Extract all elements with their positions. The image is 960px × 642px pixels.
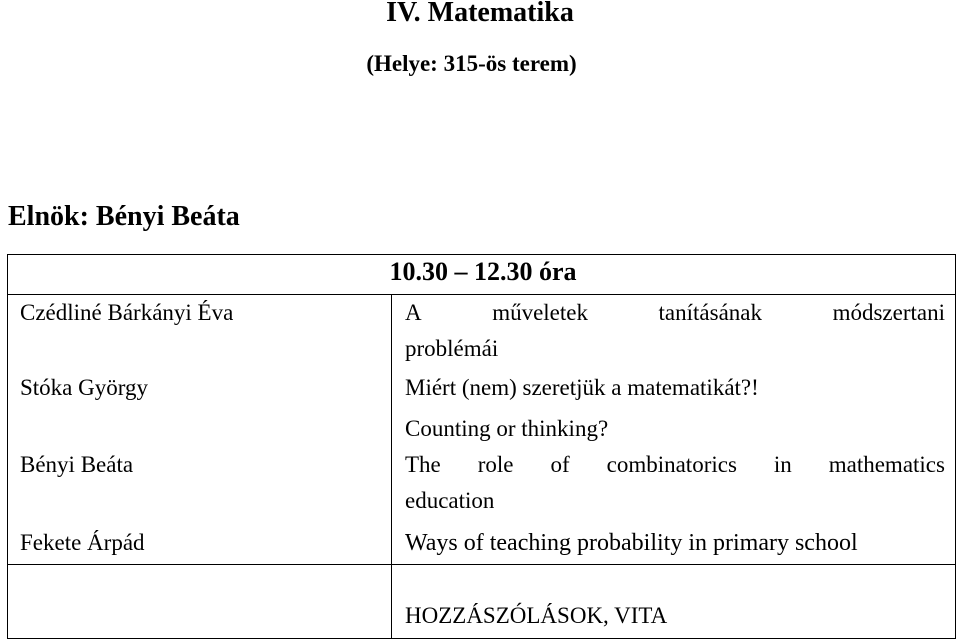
talk-title-word: The: [405, 452, 441, 477]
talk-title-word: in: [773, 452, 792, 477]
talk-title-word: role: [477, 452, 514, 477]
talk-title-line: Counting or thinking?: [405, 416, 609, 441]
talk-title-word: tanításának: [658, 300, 763, 325]
session-chair: Elnök: Bényi Beáta: [8, 201, 240, 232]
talk-title-word: A: [405, 300, 422, 325]
talk-title-word: of: [550, 452, 570, 477]
talk-title-word: mathematics: [828, 452, 945, 477]
session-time-row: [8, 255, 955, 295]
talk-title: [405, 411, 945, 519]
room-location: (Helye: 315-ös terem): [366, 51, 577, 76]
row-divider: [8, 564, 955, 565]
session-time: 10.30 – 12.30 óra: [389, 257, 577, 286]
talk-title: Ways of teaching probability in primary school: [405, 530, 858, 556]
speaker-name: Bényi Beáta: [20, 452, 134, 477]
talk-title: Miért (nem) szeretjük a matematikát?!: [405, 375, 759, 400]
talk-title-word: módszertani: [832, 300, 945, 325]
talk-title: [405, 295, 945, 367]
talk-title-word: combinatorics: [606, 452, 737, 477]
discussion-label: HOZZÁSZÓLÁSOK, VITA: [405, 603, 668, 628]
column-divider: [391, 295, 392, 638]
talk-title-line: [405, 295, 945, 331]
speaker-name: Stóka György: [20, 375, 148, 400]
talk-title-line: [405, 447, 945, 483]
talk-title-word: műveletek: [492, 300, 588, 325]
session-table: [7, 254, 956, 639]
section-title: IV. Matematika: [386, 0, 574, 28]
speaker-name: Fekete Árpád: [20, 530, 145, 555]
speaker-name: Czédliné Bárkányi Éva: [20, 300, 234, 325]
talk-title-line: problémái: [405, 336, 499, 361]
talk-title-line: education: [405, 488, 495, 513]
